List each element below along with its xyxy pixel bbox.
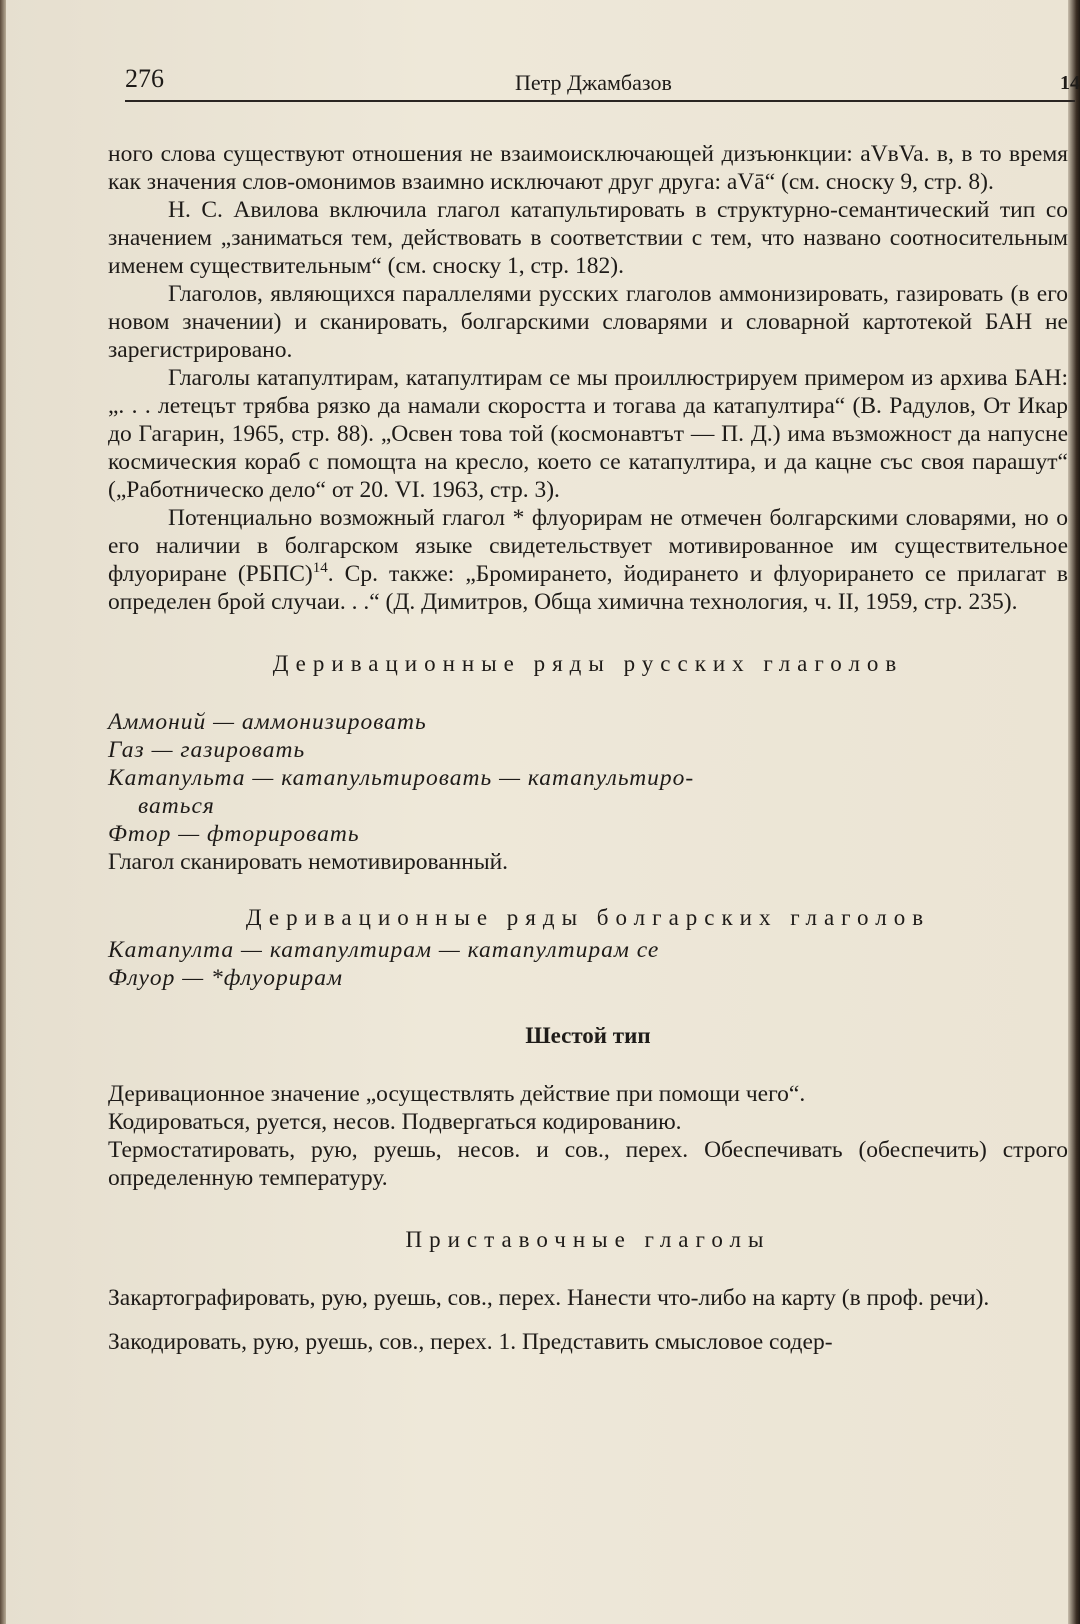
paragraph-1: ного слова существуют отношения не взаимоисключающей дизъюнкции: aVвVa. в, в то время как значения слов-омонимов взаимно исключают друг друга: aVā“ (см. сноску 9, стр. 8). — [108, 141, 1068, 195]
header-rule — [125, 100, 1075, 102]
sixth-type-line: Кодироваться, руется, несов. Подвергаться кодированию. — [108, 1109, 682, 1135]
page-body — [108, 140, 1068, 1356]
russian-series-note: Глагол сканировать немотивированный. — [108, 849, 509, 875]
series-line: Катапульта — катапультировать — катапультиро- — [108, 765, 695, 791]
series-line: Флуор — *флуорирам — [108, 965, 344, 991]
edge-mark: 14 — [1060, 72, 1080, 94]
series-line: Газ — газировать — [108, 737, 306, 763]
page-header — [125, 62, 1080, 102]
prefixal-heading: Приставочные глаголы — [405, 1227, 771, 1252]
prefixal-entry: Закодировать, рую, руешь, сов., перех. 1. Представить смысловое содер- — [108, 1329, 833, 1355]
series-line: Катапулта — катапултирам — катапултирам се — [108, 937, 660, 963]
page-left-edge — [0, 0, 6, 1624]
running-title: Петр Джамбазов — [515, 70, 672, 95]
series-line: ваться — [138, 793, 215, 819]
book-spine-shadow — [1068, 0, 1080, 1624]
sixth-type-heading: Шестой тип — [525, 1023, 651, 1048]
paragraph-2: Н. С. Авилова включила глагол катапультировать в структурно-семантический тип со значением „заниматься тем, действовать в соответствии с тем, что названо соотносительным именем существительным“ (см. сноску 1, стр. 182). — [108, 197, 1068, 279]
page-number: 276 — [125, 64, 164, 93]
bulgarian-series-heading: Деривационные ряды болгарских глаголов — [245, 905, 931, 930]
sixth-type-line: Деривационное значение „осуществлять действие при помощи чего“. — [108, 1081, 806, 1107]
footnote-ref-14: 14 — [312, 560, 328, 577]
series-line: Фтор — фторировать — [108, 821, 360, 847]
paragraph-3: Глаголов, являющихся параллелями русских глаголов аммонизировать, газировать (в его новом значении) и сканировать, болгарскими словарями и словарной картотекой БАН не зарегистрировано. — [108, 281, 1068, 363]
paragraph-5 — [108, 504, 1068, 616]
paragraph-4: Глаголы катапултирам, катапултирам се мы проиллюстрируем примером из архива БАН: „. . . летецът трябва рязко да намали скоростта и тогава да катапултира“ (В. Радулов, От Икар до Гагарин, 1965, стр. 88). „Освен това той (космонавтът — П. Д.) има възможност да напусне космическия кораб с помощта на кресло, което се катапултира, и да кацне със своя парашут“ („Работническо дело“ от 20. VI. 1963, стр. 3). — [108, 365, 1068, 503]
russian-series-list — [108, 708, 1068, 848]
series-line: Аммоний — аммонизировать — [108, 709, 427, 735]
sixth-type-line: Термостатировать, рую, руешь, несов. и сов., перех. Обеспечивать (обеспечить) строго определенную температуру. — [108, 1137, 1068, 1191]
russian-series-heading: Деривационные ряды русских глаголов — [272, 651, 904, 676]
bulgarian-series-list — [108, 936, 1068, 992]
prefixal-entry: Закартографировать, рую, руешь, сов., перех. Нанести что-либо на карту (в проф. речи). — [108, 1285, 990, 1311]
paragraph-5-text-a: Потенциально возможный глагол * флуорирам не отмечен болгарскими словарями, но о его наличии в болгарском языке свидетельствует мотивированное им существительное флуориране (РБПС) — [108, 505, 1068, 587]
paragraph-5-text-b: . Ср. также: „Бромирането, йодирането и флуорирането се прилагат в определен брой случаи. . .“ (Д. Димитров, Обща химична технология, ч. II, 1959, стр. 235). — [108, 561, 1068, 615]
